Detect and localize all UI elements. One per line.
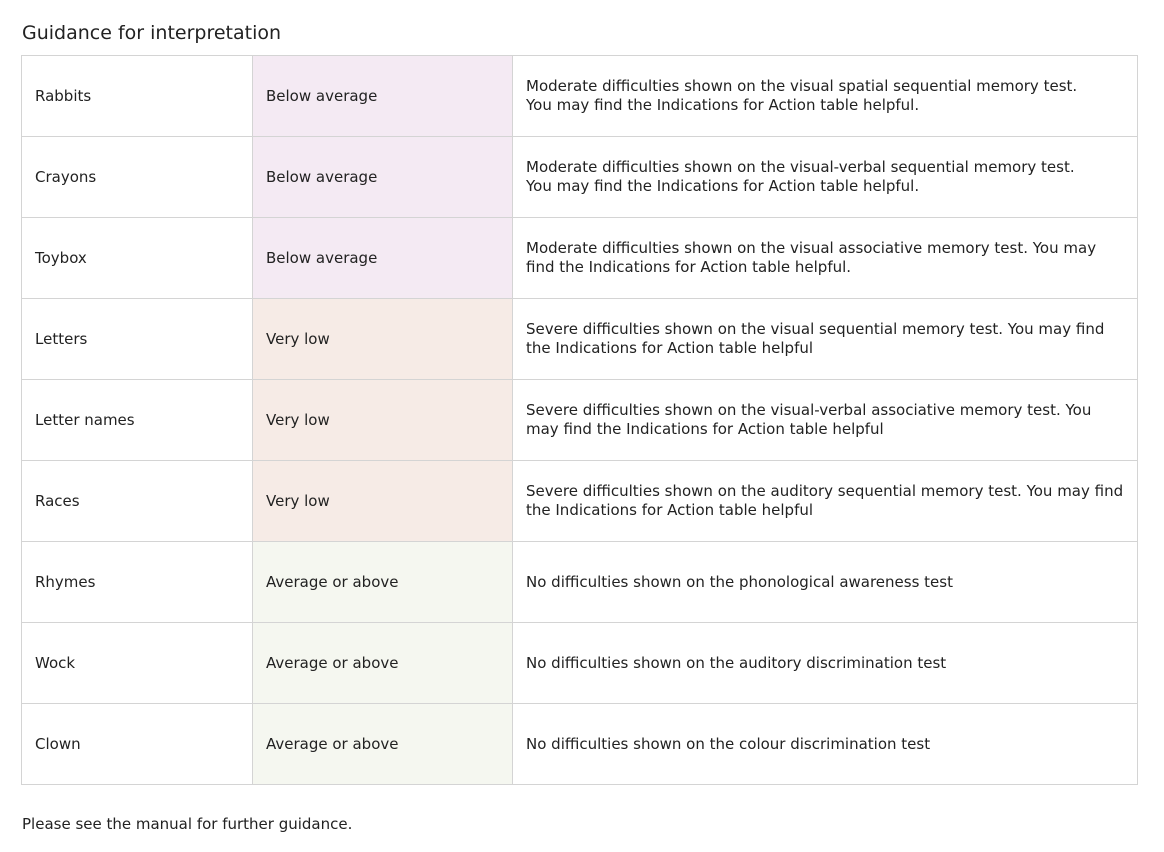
- result-cell: Below average: [253, 56, 513, 137]
- page-title: Guidance for interpretation: [22, 22, 282, 44]
- test-name-cell: Clown: [22, 704, 253, 785]
- result-cell: Average or above: [253, 704, 513, 785]
- guidance-table: [21, 55, 1138, 785]
- test-name-cell: Crayons: [22, 137, 253, 218]
- table-row: [22, 299, 1138, 380]
- table-row: [22, 56, 1138, 137]
- table-row: [22, 218, 1138, 299]
- guidance-cell: Moderate difficulties shown on the visual-verbal sequential memory test. You may find the Indications for Action table helpful.: [513, 137, 1138, 218]
- result-cell: Below average: [253, 218, 513, 299]
- test-name-cell: Wock: [22, 623, 253, 704]
- test-name-cell: Rabbits: [22, 56, 253, 137]
- guidance-table-body: [22, 56, 1138, 785]
- result-cell: Very low: [253, 299, 513, 380]
- guidance-cell: Severe difficulties shown on the visual-verbal associative memory test. You may find the Indications for Action table helpful: [513, 380, 1138, 461]
- table-row: [22, 542, 1138, 623]
- table-row: [22, 380, 1138, 461]
- table-row: [22, 461, 1138, 542]
- table-row: [22, 623, 1138, 704]
- test-name-cell: Letter names: [22, 380, 253, 461]
- guidance-cell: No difficulties shown on the phonological awareness test: [513, 542, 1138, 623]
- guidance-cell: Moderate difficulties shown on the visual spatial sequential memory test. You may find the Indications for Action table helpful.: [513, 56, 1138, 137]
- guidance-cell: Moderate difficulties shown on the visual associative memory test. You may find the Indications for Action table helpful.: [513, 218, 1138, 299]
- result-cell: Below average: [253, 137, 513, 218]
- guidance-cell: No difficulties shown on the auditory discrimination test: [513, 623, 1138, 704]
- test-name-cell: Rhymes: [22, 542, 253, 623]
- result-cell: Very low: [253, 380, 513, 461]
- guidance-cell: Severe difficulties shown on the visual sequential memory test. You may find the Indications for Action table helpful: [513, 299, 1138, 380]
- result-cell: Average or above: [253, 542, 513, 623]
- test-name-cell: Letters: [22, 299, 253, 380]
- guidance-cell: No difficulties shown on the colour discrimination test: [513, 704, 1138, 785]
- test-name-cell: Toybox: [22, 218, 253, 299]
- guidance-cell: Severe difficulties shown on the auditory sequential memory test. You may find the Indications for Action table helpful: [513, 461, 1138, 542]
- test-name-cell: Races: [22, 461, 253, 542]
- table-row: [22, 704, 1138, 785]
- table-row: [22, 137, 1138, 218]
- result-cell: Average or above: [253, 623, 513, 704]
- footer-note: Please see the manual for further guidance.: [22, 815, 353, 833]
- result-cell: Very low: [253, 461, 513, 542]
